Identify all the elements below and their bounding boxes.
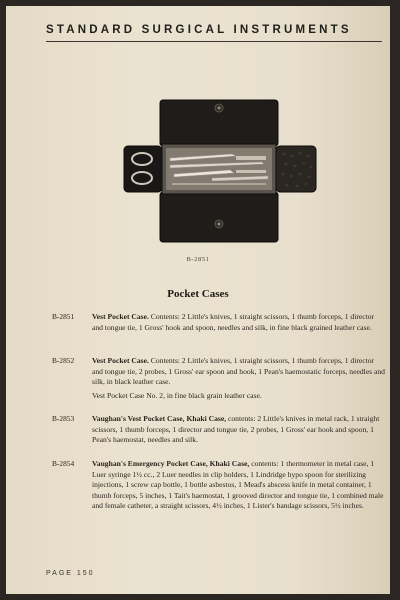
- catalog-entry: [52, 459, 386, 512]
- entry-number: B-2854: [52, 459, 75, 468]
- catalog-entry: [52, 414, 386, 446]
- entry-contents: Contents: 2 Little's knives, 1 straight scissors, 1 thumb forceps, 1 director and tongue tie, 1 Gross' hook and spoon, needles and silk, in fine black grained leather case.: [92, 312, 375, 332]
- catalog-entry: [52, 312, 386, 333]
- figure-caption: B-2851: [186, 256, 210, 263]
- catalog-page: [6, 6, 390, 594]
- entry-contents: Contents: 2 Little's knives, 1 straight scissors, 1 thumb forceps, 1 director and tongue tie, 2 probes, 1 Gross' ear spoon and hook, 1 Pean's haemostatic forceps, needles and silk, in black leather case.: [92, 356, 385, 387]
- entry-contents: contents: 1 thermometer in metal case, 1 Luer syringe 1½ cc., 2 Luer needles in clip holders, 1 Lindridge hypo spoon for sterilizing injections, 1 screw cap bottle, 1 bottle asbestos, 1 Mead's abscess knife in metal container, 1 thumb forceps, 5 inches, 1 Tait's haemostat, 1 grooved director and tongue tie, 1 combined male and female catheter, a straight scissors, 4½ inches, 1 Lister's bandage scissors, 5½ inches.: [92, 459, 384, 511]
- section-title: Pocket Cases: [167, 288, 229, 300]
- catalog-entry: [52, 356, 386, 401]
- entry-note: Vest Pocket Case No. 2, in fine black grain leather case.: [92, 390, 262, 400]
- entry-number: B-2853: [52, 414, 75, 423]
- page-header: STANDARD SURGICAL INSTRUMENTS: [46, 24, 352, 36]
- entry-title: Vaughan's Emergency Pocket Case, Khaki Case,: [92, 459, 250, 468]
- entry-number: B-2851: [52, 312, 75, 321]
- page-number: PAGE 150: [46, 570, 95, 577]
- entry-title: Vaughan's Vest Pocket Case, Khaki Case,: [92, 414, 227, 423]
- header-rule: [46, 41, 382, 42]
- pocket-case-illustration: [112, 94, 326, 248]
- entry-number: B-2852: [52, 356, 75, 365]
- case-bottom-flap: [160, 192, 278, 242]
- pocket-case-drawing: [112, 94, 326, 248]
- entry-title: Vest Pocket Case.: [92, 356, 149, 365]
- entry-contents: contents: 2 Little's knives in metal rack, 1 straight scissors, 1 thumb forceps, 1 director and tongue tie, 2 probes, 1 Gross' ear hook and spoon, 1 Pean's haemostat, needles and silk.: [92, 414, 380, 445]
- entry-title: Vest Pocket Case.: [92, 312, 149, 321]
